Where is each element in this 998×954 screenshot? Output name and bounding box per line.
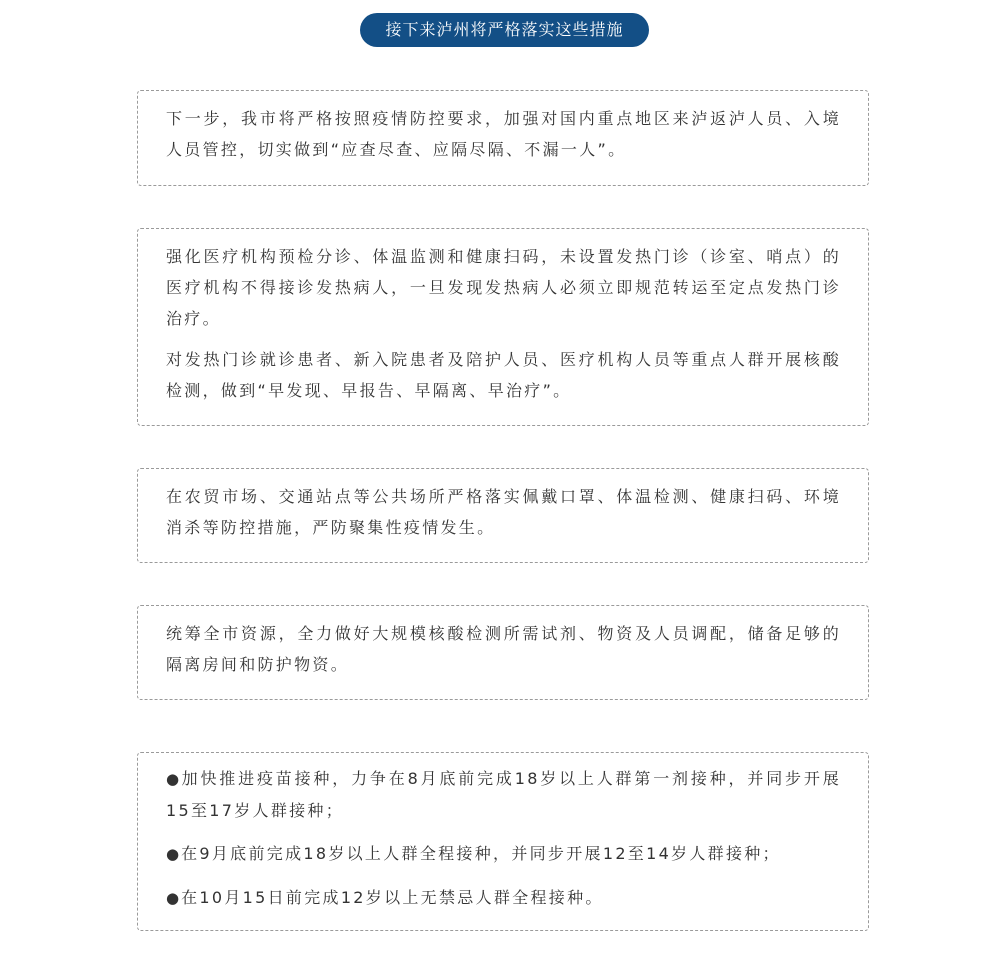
page-title: 接下来泸州将严格落实这些措施 <box>360 13 649 47</box>
bullet-icon: ● <box>166 770 180 788</box>
bullet-icon: ● <box>166 845 180 863</box>
measure-card-vaccination <box>137 752 869 931</box>
measure-card-public-places <box>137 468 869 563</box>
measure-card-entry-control <box>137 90 869 186</box>
card-paragraph: 对发热门诊就诊患者、新入院患者及陪护人员、医疗机构人员等重点人群开展核酸检测，做到“早发现、早报告、早隔离、早治疗”。 <box>166 350 841 400</box>
card-paragraph: 下一步，我市将严格按照疫情防控要求，加强对国内重点地区来泸返泸人员、入境人员管控，切实做到“应查尽查、应隔尽隔、不漏一人”。 <box>166 109 841 159</box>
list-item-text: 加快推进疫苗接种，力争在8月底前完成18岁以上人群第一剂接种，并同步开展15至17岁人群接种； <box>166 769 841 820</box>
measure-card-medical-institutions <box>137 228 869 426</box>
measure-card-resources <box>137 605 869 700</box>
card-paragraph: 统筹全市资源，全力做好大规模核酸检测所需试剂、物资及人员调配，储备足够的隔离房间和防护物资。 <box>166 624 841 674</box>
card-paragraph: 在农贸市场、交通站点等公共场所严格落实佩戴口罩、体温检测、健康扫码、环境消杀等防控措施，严防聚集性疫情发生。 <box>166 487 841 537</box>
bullet-icon: ● <box>166 889 180 907</box>
list-item <box>166 763 841 826</box>
list-item-text: 在9月底前完成18岁以上人群全程接种，并同步开展12至14岁人群接种； <box>181 844 781 863</box>
card-paragraph: 强化医疗机构预检分诊、体温监测和健康扫码，未设置发热门诊（诊室、哨点）的医疗机构不得接诊发热病人，一旦发现发热病人必须立即规范转运至定点发热门诊治疗。 <box>166 247 841 328</box>
list-item-text: 在10月15日前完成12岁以上无禁忌人群全程接种。 <box>181 888 604 907</box>
list-item <box>166 882 841 914</box>
list-item <box>166 838 841 870</box>
